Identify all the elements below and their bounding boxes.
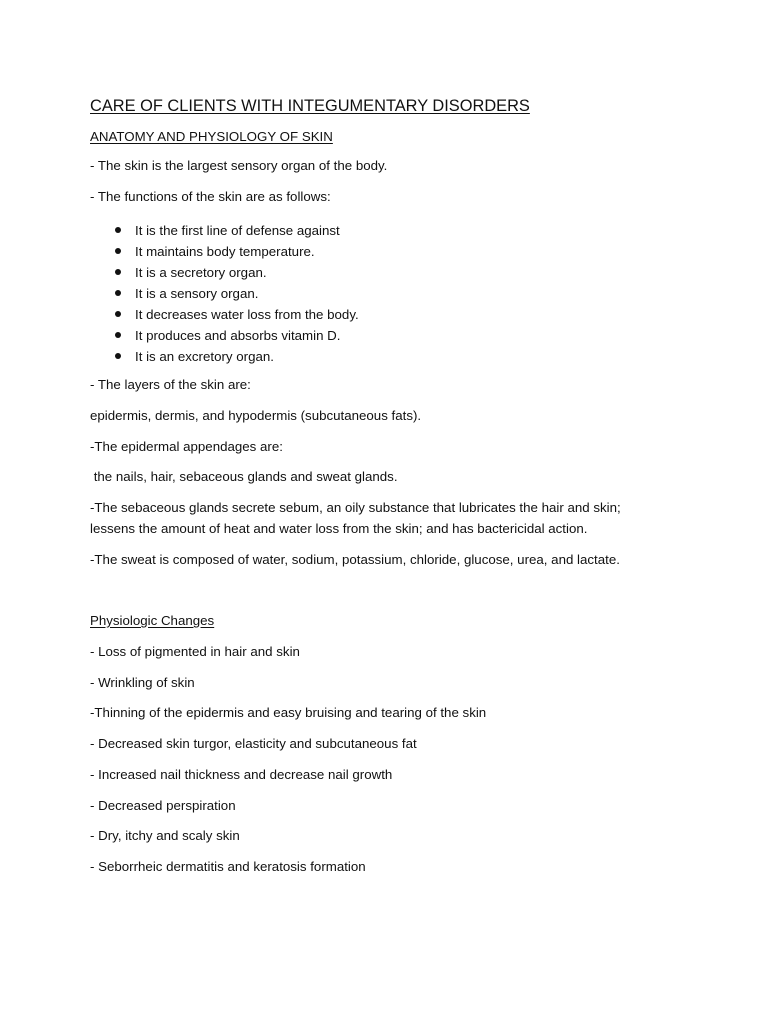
list-item: - Wrinkling of skin [90, 675, 195, 690]
section-heading-physiologic-changes: Physiologic Changes [90, 613, 215, 628]
bullet-icon [115, 290, 121, 296]
list-item: -Thinning of the epidermis and easy bruising and tearing of the skin [90, 705, 487, 720]
paragraph-layers: epidermis, dermis, and hypodermis (subcutaneous fats). [90, 408, 422, 423]
paragraph-layers-intro: - The layers of the skin are: [90, 377, 251, 392]
list-item: It is the first line of defense against [112, 220, 359, 241]
list-item: - Increased nail thickness and decrease nail growth [90, 767, 393, 782]
paragraph-sensory-organ: - The skin is the largest sensory organ of the body. [90, 158, 388, 173]
list-item: It maintains body temperature. [112, 241, 359, 262]
list-item: It decreases water loss from the body. [112, 304, 359, 325]
bullet-icon [115, 332, 121, 338]
bullet-icon [115, 269, 121, 275]
paragraph-appendages-intro: -The epidermal appendages are: [90, 439, 283, 454]
list-item: It is a secretory organ. [112, 262, 359, 283]
list-item: It produces and absorbs vitamin D. [112, 325, 359, 346]
list-item: It is a sensory organ. [112, 283, 359, 304]
paragraph-sweat: -The sweat is composed of water, sodium, potassium, chloride, glucose, urea, and lactate. [90, 552, 620, 567]
list-item: - Loss of pigmented in hair and skin [90, 644, 300, 659]
paragraph-sebaceous-line-2: lessens the amount of heat and water loss from the skin; and has bactericidal action. [90, 521, 588, 536]
list-item: - Decreased skin turgor, elasticity and subcutaneous fat [90, 736, 417, 751]
list-item: - Dry, itchy and scaly skin [90, 828, 240, 843]
paragraph-appendages: the nails, hair, sebaceous glands and sweat glands. [90, 469, 398, 484]
paragraph-functions-intro: - The functions of the skin are as follows: [90, 189, 331, 204]
bullet-icon [115, 248, 121, 254]
functions-list [112, 220, 359, 367]
list-item: It is an excretory organ. [112, 346, 359, 367]
bullet-icon [115, 227, 121, 233]
section-heading-anatomy: ANATOMY AND PHYSIOLOGY OF SKIN [90, 129, 333, 144]
bullet-icon [115, 311, 121, 317]
list-item: - Decreased perspiration [90, 798, 236, 813]
bullet-icon [115, 353, 121, 359]
list-item: - Seborrheic dermatitis and keratosis formation [90, 859, 366, 874]
page-title: CARE OF CLIENTS WITH INTEGUMENTARY DISORDERS [90, 97, 530, 115]
paragraph-sebaceous-line-1: -The sebaceous glands secrete sebum, an oily substance that lubricates the hair and skin; [90, 500, 621, 515]
